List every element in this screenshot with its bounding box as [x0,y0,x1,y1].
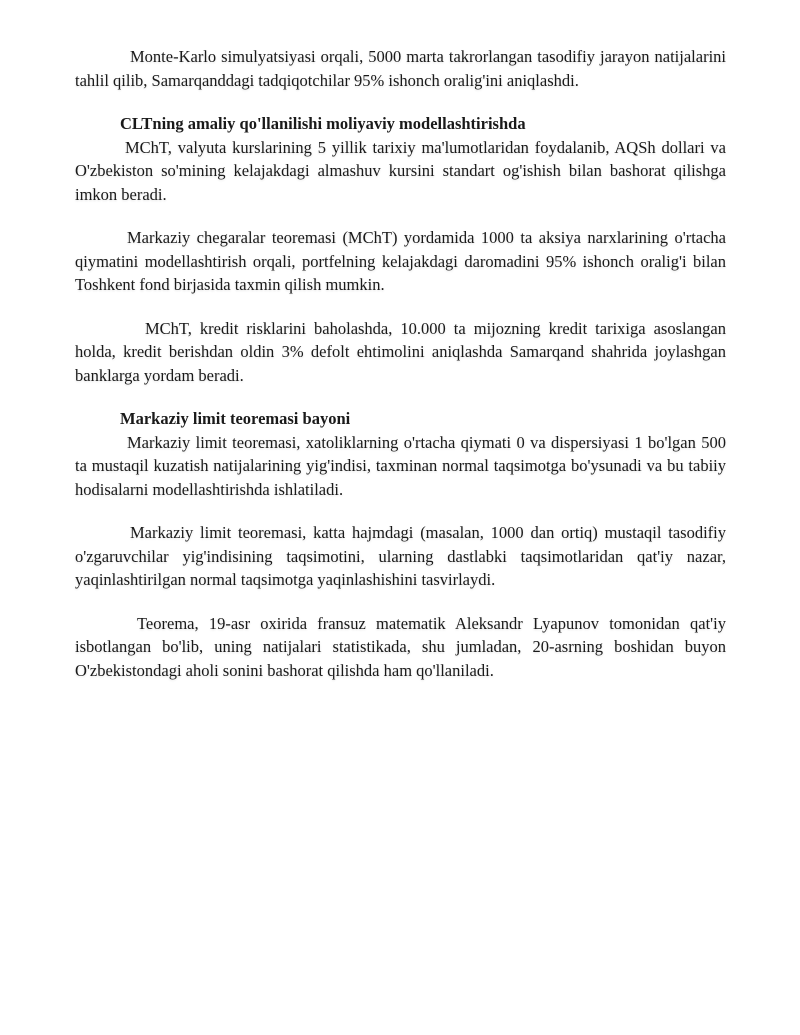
paragraph-lyapunov-theorem: Teorema, 19-asr oxirida fransuz matematik Aleksandr Lyapunov tomonidan qat'iy isbotlangan bo'lib, uning natijalari statistikada, shu jumladan, 20-asrning boshidan buyon O'zbekistondagi aholi sonini bashorat qilishda ham qo'llaniladi. [75,613,726,680]
paragraph-stock-portfolio: Markaziy chegaralar teoremasi (MChT) yordamida 1000 ta aksiya narxlarining o'rtacha qiymatini modellashtirish orqali, portfelning kelajakdagi daromadini 95% ishonch oralig'i bilan Toshkent fond birjasida taxmin qilish mumkin. [75,228,726,294]
document-page [75,45,726,682]
paragraph-monte-carlo: Monte-Karlo simulyatsiyasi orqali, 5000 marta takrorlangan tasodifiy jarayon natijalarini tahlil qilib, Samarqanddagi tadqiqotchilar 95% ishonch oralig'ini aniqlashdi. [75,47,726,90]
section-heading-clt-statement: Markaziy limit teoremasi bayoni [120,409,351,428]
section-heading-financial-modeling: CLTning amaliy qo'llanilishi moliyaviy modellashtirishda [120,114,526,133]
paragraph-currency-forecast: MChT, valyuta kurslarining 5 yillik tarixiy ma'lumotlaridan foydalanib, AQSh dollari va O'zbekiston so'mining kelajakdagi almashuv kursini standart og'ishish bilan bashorat qilishga imkon beradi. [75,137,726,204]
paragraph-clt-distribution: Markaziy limit teoremasi, katta hajmdagi (masalan, 1000 dan ortiq) mustaqil tasodifiy o'zgaruvchilar yig'indisining taqsimotini, ularning dastlabki taqsimotlaridan qat'iy nazar, yaqinlashtirilgan normal taqsimotga yaqinlashishini tasvirlaydi. [75,523,726,589]
paragraph-clt-definition: Markaziy limit teoremasi, xatoliklarning o'rtacha qiymati 0 va dispersiyasi 1 bo'lgan 500 ta mustaqil kuzatish natijalarining yig'indisi, taxminan normal taqsimotga bo'ysunadi va bu tabiiy hodisalarni modellashtirishda ishlatiladi. [75,432,726,499]
paragraph-credit-risk: MChT, kredit risklarini baholashda, 10.000 ta mijozning kredit tarixiga asoslangan holda, kredit berishdan oldin 3% defolt ehtimolini aniqlashda Samarqand shahrida joylashgan banklarga yordam beradi. [75,318,726,385]
